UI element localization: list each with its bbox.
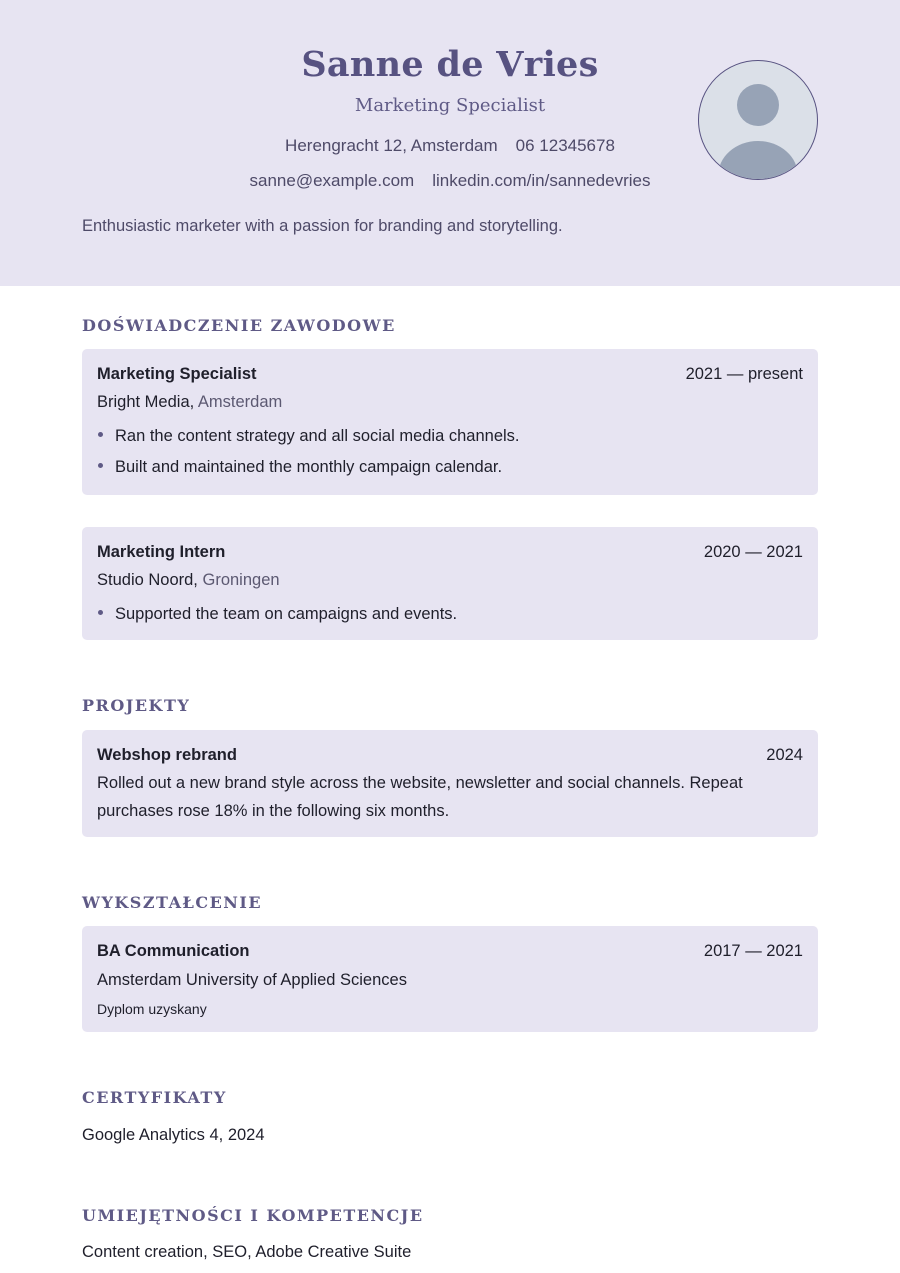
job-title: Marketing Specialist	[354, 95, 546, 116]
experience-card	[82, 349, 818, 495]
bullet-text: Built and maintained the monthly campaign calendar.	[115, 458, 503, 476]
degree-status: Dyplom uzyskany	[97, 1001, 207, 1017]
header-panel	[0, 0, 900, 286]
profile-summary: Enthusiastic marketer with a passion for branding and storytelling.	[82, 217, 563, 235]
company-city: Groningen	[202, 571, 280, 589]
company-line	[97, 393, 282, 412]
degree-dates: 2017 — 2021	[703, 942, 803, 960]
school-name: Amsterdam University of Applied Sciences	[97, 971, 407, 989]
list-item	[97, 605, 457, 624]
list-item	[97, 458, 502, 477]
project-card	[82, 730, 818, 837]
company-line	[97, 571, 280, 590]
candidate-name: Sanne de Vries	[301, 44, 599, 85]
section-title-skills: UMIEJĘTNOŚCI I KOMPETENCJE	[82, 1206, 424, 1225]
bullet-icon	[98, 463, 103, 468]
skills-text: Content creation, SEO, Adobe Creative Suite	[82, 1243, 412, 1261]
company-city: Amsterdam	[197, 393, 283, 411]
list-item	[97, 427, 520, 446]
email: sanne@example.com	[249, 171, 415, 190]
role-dates: 2020 — 2021	[703, 543, 803, 561]
bullet-text: Supported the team on campaigns and events.	[115, 605, 458, 623]
bullet-icon	[98, 610, 103, 615]
project-year: 2024	[766, 746, 803, 764]
experience-card	[82, 527, 818, 640]
project-name: Webshop rebrand	[97, 746, 237, 764]
bullet-text: Ran the content strategy and all social media channels.	[115, 427, 520, 445]
project-description: Rolled out a new brand style across the website, newsletter and social channels. Repeat purchases rose 18% in the following six months.	[97, 774, 743, 820]
address: Herengracht 12, Amsterdam	[285, 136, 498, 155]
degree-title: BA Communication	[97, 942, 250, 960]
education-card	[82, 926, 818, 1032]
phone: 06 12345678	[515, 136, 615, 155]
section-title-projects: PROJEKTY	[82, 696, 191, 715]
section-title-certificates: CERTYFIKATY	[82, 1088, 227, 1107]
certificates-text: Google Analytics 4, 2024	[82, 1126, 265, 1144]
avatar-placeholder-icon	[698, 60, 818, 180]
section-title-experience: DOŚWIADCZENIE ZAWODOWE	[82, 316, 396, 335]
role-dates: 2021 — present	[685, 365, 803, 383]
avatar-body	[718, 141, 798, 180]
role-title: Marketing Intern	[97, 543, 226, 561]
role-title: Marketing Specialist	[97, 365, 257, 383]
company-name: Bright Media,	[97, 393, 195, 411]
section-title-education: WYKSZTAŁCENIE	[82, 893, 263, 912]
linkedin-link: linkedin.com/in/sannedevries	[432, 171, 651, 190]
avatar-head	[737, 84, 779, 126]
bullet-icon	[98, 432, 103, 437]
company-name: Studio Noord,	[97, 571, 198, 589]
